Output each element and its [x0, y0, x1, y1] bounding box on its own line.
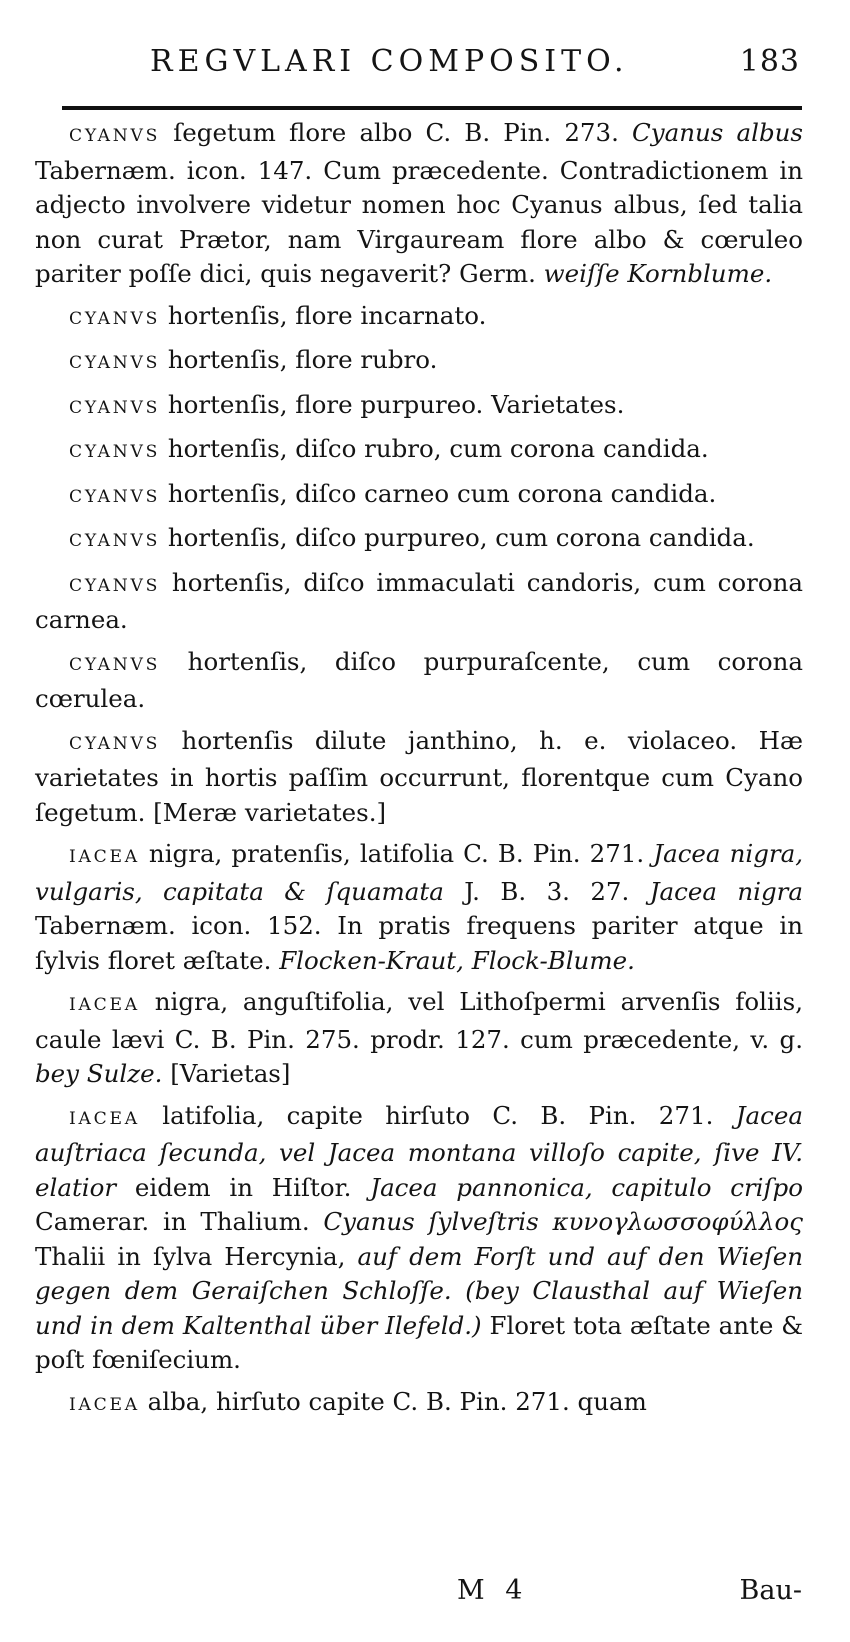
- entry-headword: IACEA: [69, 995, 140, 1015]
- page-number: 183: [739, 44, 800, 79]
- roman-text: hortenſis, flore incarnato.: [160, 300, 487, 330]
- roman-text: [Varietas]: [162, 1059, 291, 1088]
- italic-text: κυνογλωσσοφύλλος: [538, 1207, 803, 1236]
- entry-headword: IACEA: [69, 1394, 140, 1415]
- roman-text: hortenſis, diſco carneo cum corona candida.: [160, 478, 717, 508]
- body-text: [35, 116, 803, 1429]
- italic-text: Flocken-Kraut, Flock-Blume.: [279, 945, 635, 975]
- entry-paragraph: [35, 566, 803, 638]
- entry-paragraph: [35, 1385, 803, 1423]
- roman-text: hortenſis, flore purpureo. Varietates.: [160, 389, 625, 419]
- running-title: REGVLARI COMPOSITO.: [150, 44, 629, 79]
- roman-text: Thalii in ſylva Hercynia,: [35, 1241, 358, 1271]
- roman-text: latifolia, capite hirſuto C. B. Pin. 271.: [139, 1100, 736, 1130]
- italic-text: weiſſe Kornblume.: [543, 259, 773, 288]
- entry-paragraph: [35, 724, 803, 831]
- roman-text: hortenſis, diſco rubro, cum corona candida.: [160, 434, 709, 463]
- roman-text: hortenſis dilute janthino, h. e. violaceo. Hæ varietates in hortis paſſim occurrunt, florentque cum Cyano ſegetum. [Meræ varietates.]: [35, 725, 803, 827]
- running-header: [150, 44, 800, 94]
- entry-headword: CYANVS: [69, 486, 161, 507]
- entry-paragraph: [35, 432, 803, 470]
- entry-headword: CYANVS: [69, 575, 161, 596]
- roman-text: Tabernæm. icon. 152. In pratis frequens pariter atque in ſylvis floret æſtate.: [35, 911, 803, 975]
- entry-paragraph: [35, 299, 803, 337]
- italic-text: Jacea pannonica, capitulo criſpo: [370, 1172, 803, 1202]
- header-rule: [62, 106, 802, 110]
- entry-paragraph: [35, 388, 803, 426]
- entry-paragraph: [35, 837, 803, 978]
- entry-paragraph: [35, 985, 803, 1092]
- italic-text: auf dem Forſt und auf den Wieſen gegen dem Geraiſchen Schloſſe. (bey Clausthal auf Wieſen und in dem Kaltenthal über Ilefeld.): [35, 1241, 804, 1340]
- entry-headword: CYANVS: [69, 733, 161, 754]
- signature-mark: M 4: [457, 1575, 529, 1606]
- entry-headword: CYANVS: [69, 353, 161, 373]
- entry-paragraph: [35, 645, 803, 717]
- roman-text: J. B. 3. 27.: [443, 876, 650, 906]
- roman-text: alba, hirſuto capite C. B. Pin. 271. quam: [139, 1386, 647, 1416]
- entry-paragraph: [35, 343, 803, 381]
- entry-headword: CYANVS: [69, 397, 161, 418]
- entry-headword: CYANVS: [69, 442, 161, 462]
- roman-text: eidem in Hiſtor.: [116, 1172, 371, 1202]
- roman-text: nigra, anguſtifolia, vel Lithoſpermi arvenſis foliis, caule lævi C. B. Pin. 275. prodr. 127. cum præcedente, v. g.: [35, 987, 803, 1054]
- entry-paragraph: [35, 116, 803, 292]
- entry-headword: CYANVS: [69, 654, 161, 675]
- roman-text: hortenſis, flore rubro.: [160, 345, 438, 374]
- italic-text: Jacea nigra, vulgaris, capitata & ſquamata: [35, 839, 803, 906]
- roman-text: nigra, pratenſis, latifolia C. B. Pin. 271.: [139, 839, 654, 868]
- entry-headword: CYANVS: [69, 308, 161, 329]
- entry-headword: CYANVS: [69, 531, 161, 551]
- entry-paragraph: [35, 1099, 803, 1378]
- italic-text: Jacea nigra: [649, 876, 803, 906]
- page-footer: [0, 1575, 850, 1615]
- roman-text: ſegetum flore albo C. B. Pin. 273.: [160, 118, 633, 147]
- roman-text: hortenſis, diſco purpureo, cum corona candida.: [160, 523, 755, 552]
- roman-text: Floret tota æſtate ante & poſt fœniſecium.: [35, 1310, 804, 1374]
- roman-text: Tabernæm. icon. 147. Cum præcedente. Contradictionem in adjecto involvere videtur nomen hoc Cyanus albus, ſed talia non curat Prætor, nam Virgauream flore albo & cœruleo pariter poſſe dici, quis negaverit? Germ.: [35, 155, 803, 288]
- entry-headword: IACEA: [69, 1108, 140, 1129]
- catchword: Bau-: [739, 1575, 802, 1606]
- roman-text: hortenſis, diſco immaculati candoris, cum corona carnea.: [35, 567, 803, 634]
- entry-paragraph: [35, 477, 803, 515]
- roman-text: Camerar. in Thalium.: [35, 1207, 324, 1236]
- italic-text: Cyanus albus: [632, 118, 803, 147]
- italic-text: Jacea auſtriaca ſecunda, vel Jacea montana villoſo capite, ſive IV. elatior: [35, 1100, 803, 1202]
- roman-text: hortenſis, diſco purpuraſcente, cum corona cœrulea.: [35, 646, 803, 713]
- italic-text: Cyanus ſylveſtris: [323, 1207, 539, 1236]
- entry-headword: CYANVS: [69, 126, 161, 146]
- entry-headword: IACEA: [69, 847, 140, 867]
- italic-text: bey Sulze.: [35, 1059, 163, 1088]
- entry-paragraph: [35, 521, 803, 559]
